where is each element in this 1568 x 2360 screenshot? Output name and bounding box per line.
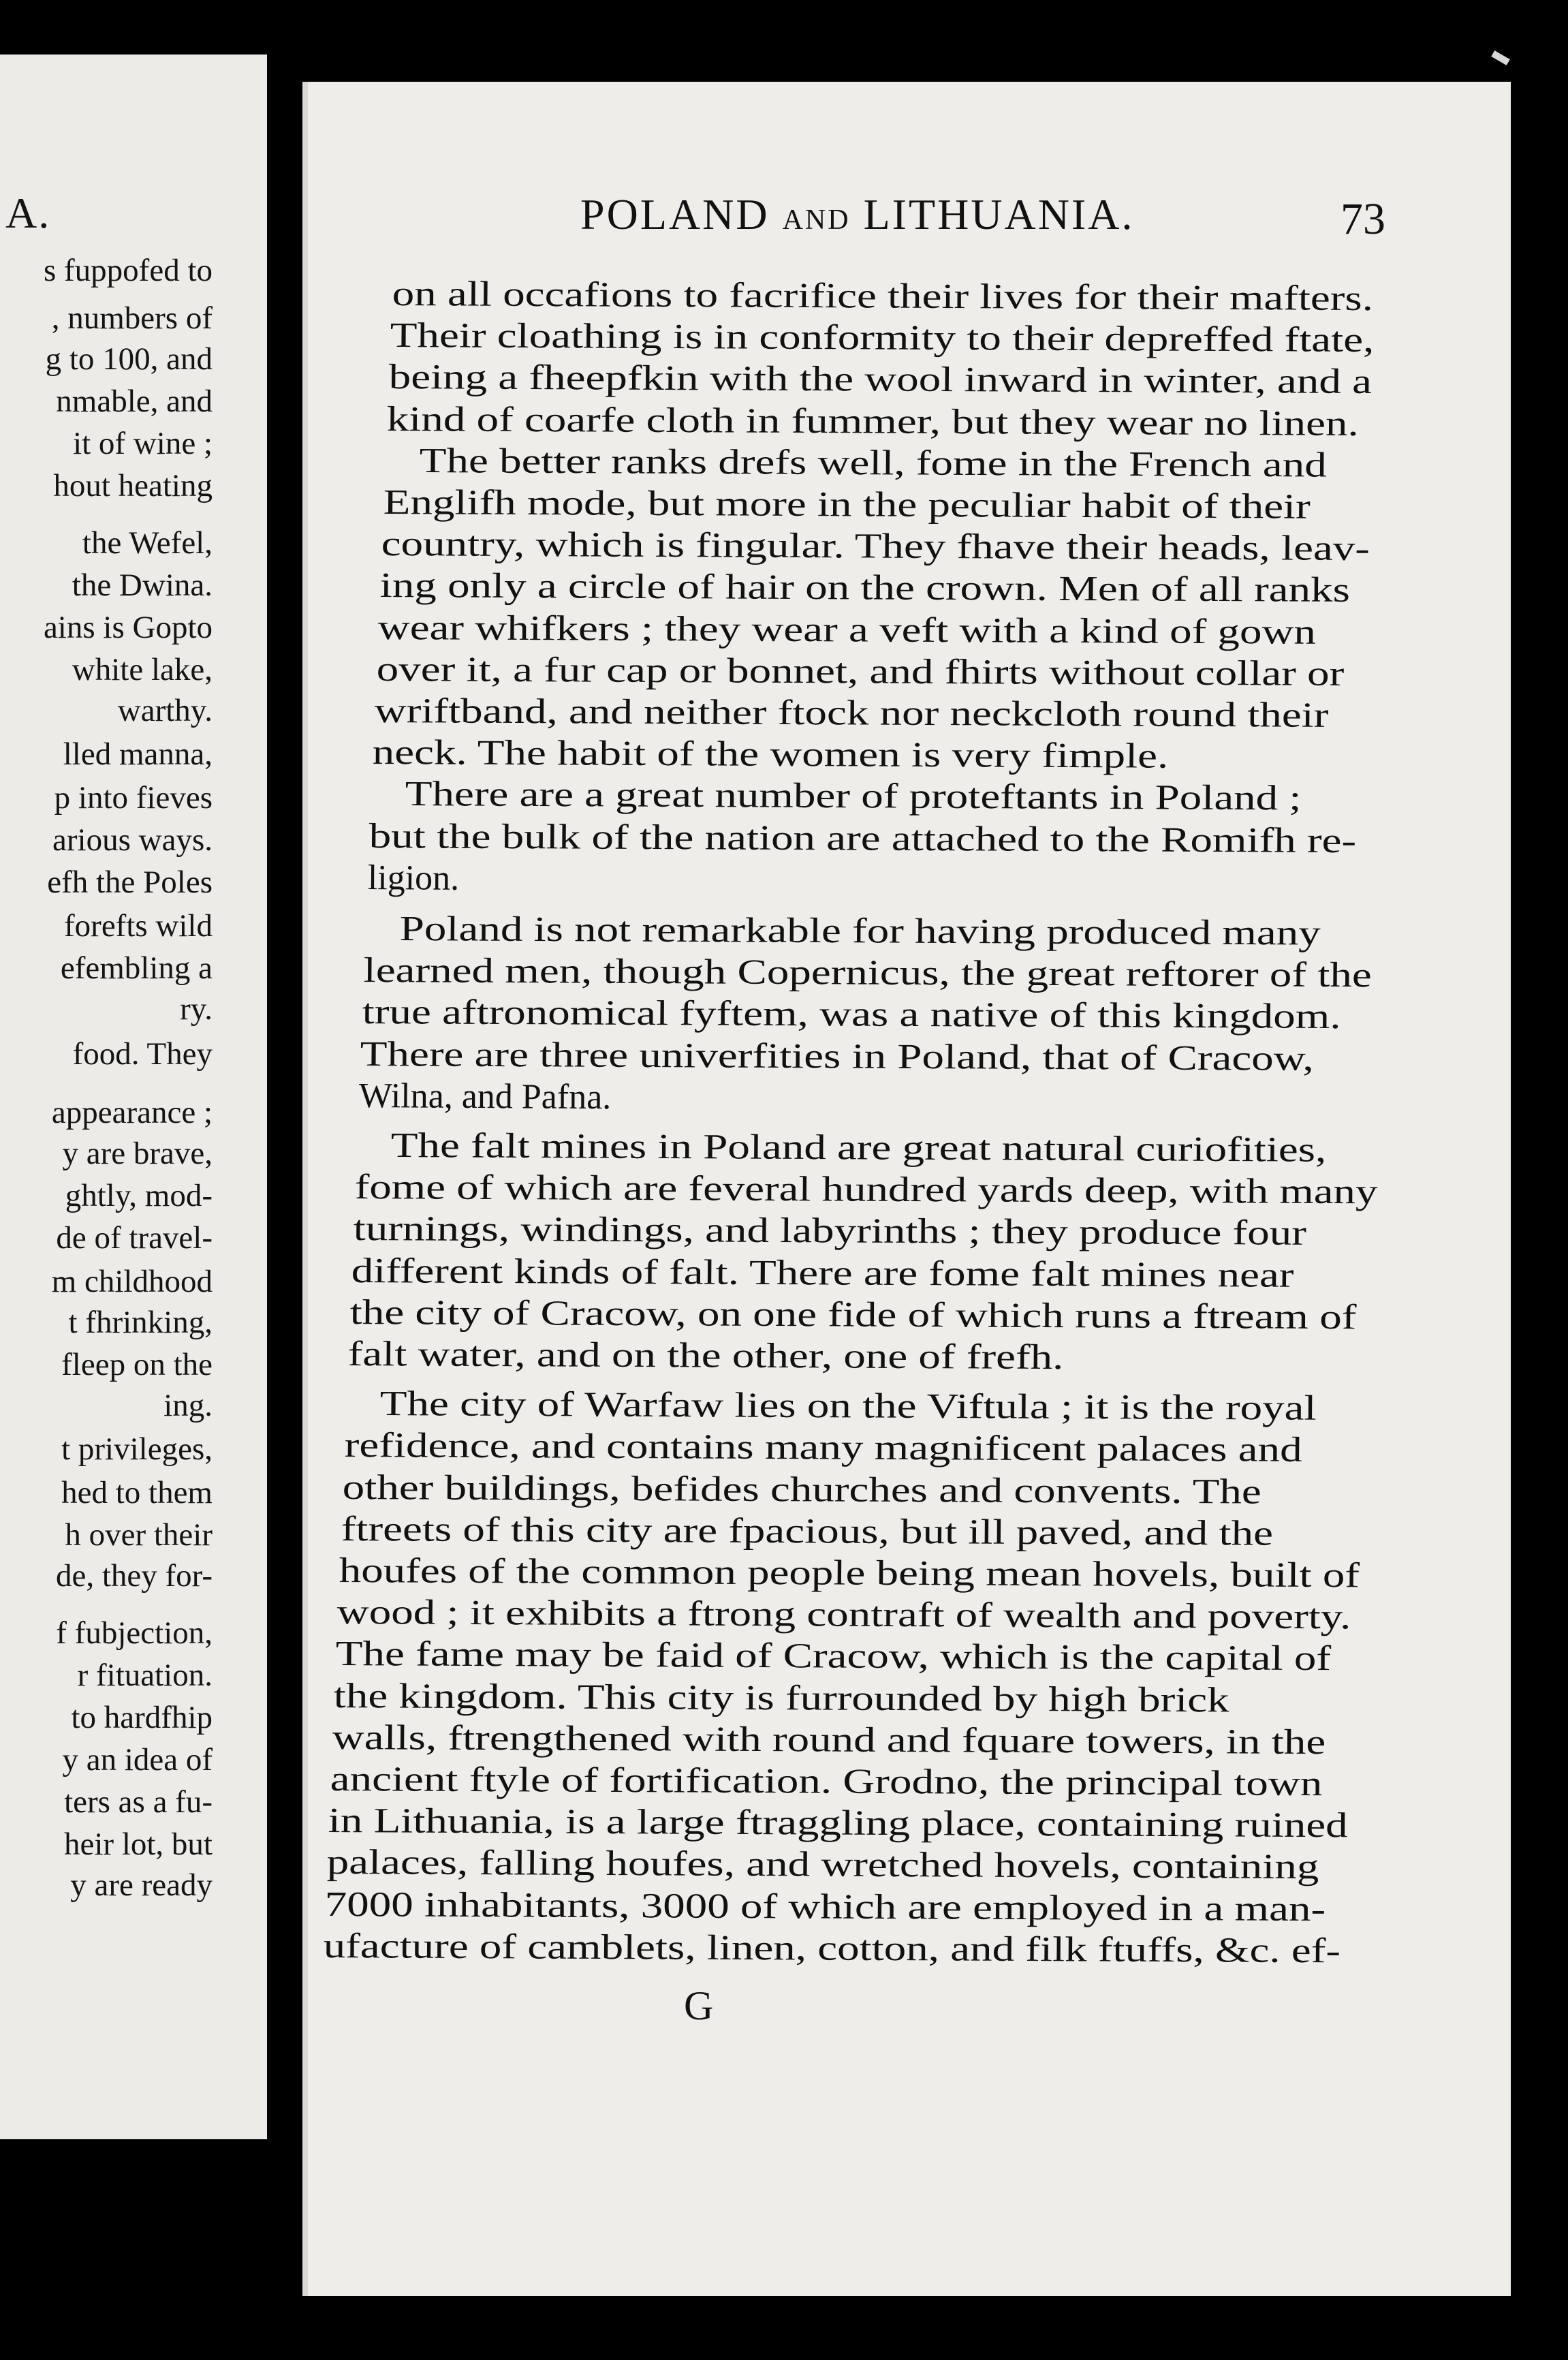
left-page-line: to hardfhip [71, 1700, 213, 1735]
left-page-line: t privileges, [61, 1431, 213, 1467]
left-page-line: hed to them [61, 1475, 213, 1510]
body-line: wood ; it exhibits a ftrong contraft of wealth and poverty. [336, 1593, 1351, 1637]
left-page [0, 55, 267, 2139]
body-line: country, which is fingular. They fhave their heads, leav- [381, 525, 1370, 569]
left-page-line: hout heating [53, 468, 213, 503]
body-line: ing only a circle of hair on the crown. Men of all ranks [379, 566, 1351, 610]
body-line: houfes of the common people being mean hovels, built of [339, 1551, 1360, 1596]
body-line: The falt mines in Poland are great natural curiofities, [390, 1126, 1327, 1170]
left-page-line: ghtly, mod- [65, 1178, 213, 1213]
body-line: ligion. [367, 858, 460, 898]
left-page-line: ters as a fu- [64, 1784, 213, 1820]
body-line: wriftband, and neither ftock nor neckcloth round their [374, 692, 1329, 735]
left-page-line: fleep on the [61, 1347, 213, 1382]
left-page-line: food. They [72, 1036, 213, 1072]
left-page-line: the Dwina. [72, 568, 213, 603]
left-page-line: p into fieves [54, 780, 213, 816]
left-page-line: , numbers of [51, 300, 213, 336]
left-page-line: s fuppofed to [43, 253, 213, 288]
running-head [580, 189, 1134, 240]
left-page-line: y are brave, [62, 1136, 213, 1171]
body-line: The better ranks drefs well, fome in the French and [419, 441, 1327, 485]
body-line: palaces, falling houfes, and wretched hovels, containing [326, 1843, 1319, 1887]
body-line: neck. The habit of the women is very fimple. [372, 733, 1169, 776]
left-page-line: de of travel- [56, 1220, 213, 1256]
body-line: Their cloathing is in conformity to their depreffed ftate, [390, 316, 1375, 360]
body-line: turnings, windings, and labyrinths ; they produce four [353, 1209, 1307, 1254]
body-line: ufacture of camblets, linen, cotton, and filk ftuffs, &c. ef- [323, 1926, 1341, 1971]
body-line: being a fheepfkin with the wool inward in winter, and a [388, 358, 1373, 402]
left-page-line: f fubjection, [56, 1615, 213, 1651]
signature-mark: G [684, 1983, 714, 2028]
left-page-line: t fhrinking, [68, 1305, 213, 1340]
left-page-line: m childhood [51, 1264, 213, 1299]
body-line: The fame may be faid of Cracow, which is the capital of [335, 1634, 1332, 1679]
body-line: different kinds of falt. There are fome falt mines near [351, 1251, 1294, 1295]
body-line: in Lithuania, is a large ftraggling place, containing ruined [328, 1801, 1348, 1846]
body-line: over it, a fur cap or bonnet, and fhirts without collar or [376, 649, 1345, 694]
body-line: kind of coarfe cloth in fummer, but they wear no linen. [386, 399, 1359, 444]
book-gutter [267, 0, 302, 2360]
body-line: There are three univerfities in Poland, that of Cracow, [360, 1034, 1314, 1078]
left-page-line: white lake, [72, 652, 213, 687]
left-page-line: h over their [65, 1517, 213, 1553]
body-line: the city of Cracow, on one fide of which runs a ftream of [349, 1292, 1357, 1337]
body-line: learned men, though Copernicus, the great reftorer of the [363, 951, 1372, 995]
left-page-line: appearance ; [51, 1095, 213, 1130]
left-page-line: it of wine ; [73, 426, 213, 461]
body-line: falt water, and on the other, one of frefh. [347, 1335, 1064, 1378]
left-page-line: de, they for- [55, 1558, 213, 1594]
left-page-line: y an idea of [62, 1742, 213, 1777]
body-line: refidence, and contains many magnificent palaces and [344, 1426, 1302, 1470]
running-head-lithuania: LITHUANIA. [863, 190, 1135, 238]
left-page-line: ry. [180, 991, 213, 1027]
body-line: but the bulk of the nation are attached to the Romifh re- [369, 816, 1357, 860]
left-page-heading-fragment: A. [5, 189, 51, 237]
left-page-line: r fituation. [77, 1658, 213, 1693]
left-page-line: y are ready [70, 1867, 213, 1903]
left-page-line: heir lot, but [64, 1827, 213, 1862]
corner-fleck [1491, 50, 1510, 65]
body-line: wear whifkers ; they wear a veft with a kind of gown [377, 608, 1317, 652]
left-page-line: ains is Gopto [43, 610, 213, 645]
running-head-and: AND [782, 204, 851, 236]
left-page-line: forefts wild [64, 908, 213, 944]
body-line: true aftronomical fyftem, was a native of this kingdom. [362, 993, 1341, 1037]
body-line: The city of Warfaw lies on the Viftula ; it is the royal [379, 1384, 1317, 1428]
page-number: 73 [1340, 194, 1385, 244]
body-line: the kingdom. This city is furrounded by high brick [333, 1676, 1229, 1720]
left-page-line: efembling a [60, 950, 213, 986]
body-line: ancient ftyle of fortification. Grodno, the principal town [330, 1760, 1323, 1804]
body-line: There are a great number of proteftants in Poland ; [405, 775, 1302, 818]
running-head-poland: POLAND [580, 190, 770, 238]
body-line: on all occafions to facrifice their lives for their mafters. [392, 274, 1374, 319]
body-line: 7000 inhabitants, 3000 of which are employed in a man- [324, 1884, 1326, 1929]
left-page-line: the Wefel, [82, 525, 213, 561]
body-line: Poland is not remarkable for having produced many [399, 910, 1321, 953]
left-page-line: arious ways. [52, 822, 213, 858]
body-line: Wilna, and Pafna. [358, 1076, 612, 1117]
left-page-line: g to 100, and [45, 341, 213, 377]
body-line: fome of which are feveral hundred yards deep, with many [354, 1168, 1378, 1212]
right-page [302, 82, 1511, 2296]
body-line: walls, ftrengthened with round and fquare towers, in the [332, 1718, 1326, 1762]
left-page-line: efh the Poles [47, 865, 213, 900]
left-page-line: nmable, and [56, 384, 213, 419]
left-page-line: lled manna, [63, 736, 213, 772]
body-line: Englifh mode, but more in the peculiar habit of their [383, 483, 1311, 527]
body-line: other buildings, befides churches and convents. The [342, 1468, 1261, 1512]
left-page-line: ing. [163, 1388, 213, 1423]
body-line: ftreets of this city are fpacious, but ill paved, and the [341, 1509, 1274, 1553]
left-page-line: warthy. [117, 693, 213, 728]
